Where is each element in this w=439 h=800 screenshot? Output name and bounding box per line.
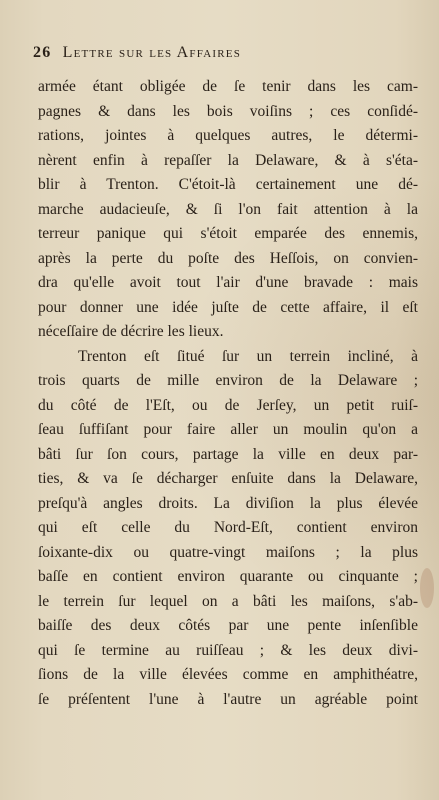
text-line: dra qu'elle avoit tout l'air d'une bravade : mais xyxy=(38,274,418,291)
text-line: trois quarts de mille environ de la Delaware ; xyxy=(38,372,418,389)
text-line: preſqu'à angles droits. La diviſion la plus élevée xyxy=(38,494,418,512)
text-line: blir à Trenton. C'étoit-là certainement une dé- xyxy=(38,176,418,193)
text-line: terreur panique qui s'étoit emparée des ennemis, xyxy=(38,225,418,242)
text-line: ſe préſentent l'une à l'autre un agréable point xyxy=(38,690,418,708)
text-line: rations, jointes à quelques autres, le détermi- xyxy=(38,127,418,144)
text-line: armée étant obligée de ſe tenir dans les cam- xyxy=(38,78,418,95)
running-title: Lettre sur les Affaires xyxy=(62,44,242,61)
body-text xyxy=(38,75,418,712)
text-line: qui ſe termine au ruiſſeau ; & les deux divi- xyxy=(38,641,418,659)
page-number: 26 xyxy=(33,44,52,61)
text-line: ſeau ſuffiſant pour faire aller un moulin qu'on a xyxy=(38,421,418,438)
text-line: nèrent enfin à repaſſer la Delaware, & à s'éta- xyxy=(38,151,418,169)
text-line: Trenton eſt ſitué ſur un terrein incliné, à xyxy=(78,347,418,365)
text-line: bâti ſur ſon cours, partage la ville en deux par- xyxy=(38,445,418,463)
text-line: ſoixante-dix ou quatre-vingt maiſons ; la plus xyxy=(38,543,418,561)
text-line: du côté de l'Eſt, ou de Jerſey, un petit ruiſ- xyxy=(38,396,418,414)
text-line: baiſſe des deux côtés par une pente inſenſible xyxy=(38,617,418,634)
text-line: ties, & va ſe décharger enſuite dans la Delaware, xyxy=(38,470,418,487)
text-line: marche audacieuſe, & ſi l'on fait attention à la xyxy=(38,200,418,218)
paper-stain xyxy=(420,568,434,608)
text-line: ſions de la ville élevées comme en amphithéatre, xyxy=(38,666,418,683)
page-header xyxy=(33,44,393,64)
text-line: pour donner une idée juſte de cette affaire, il eſt xyxy=(38,298,418,316)
text-line: après la perte du poſte des Heſſois, on convien- xyxy=(38,249,418,267)
text-line: le terrein ſur lequel on a bâti les maiſons, s'ab- xyxy=(38,592,418,610)
text-line: pagnes & dans les bois voiſins ; ces conſidé- xyxy=(38,102,418,120)
text-line: qui eſt celle du Nord-Eſt, contient environ xyxy=(38,519,418,536)
text-line: baſſe en contient environ quarante ou cinquante ; xyxy=(38,568,418,585)
text-line: néceſſaire de décrire les lieux. xyxy=(38,323,224,340)
